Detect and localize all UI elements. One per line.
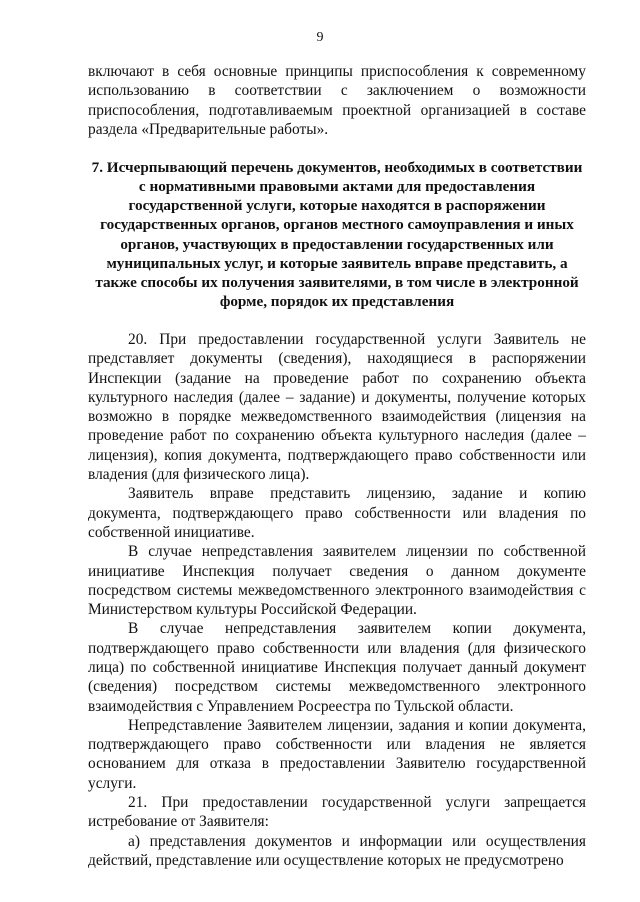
paragraph-non-refusal: Непредставление Заявителем лицензии, задания и копии документа, подтверждающего право собственности или владения не является основанием для отказа в предоставлении Заявителю государственной услуги. xyxy=(88,716,586,792)
paragraph-applicant-right: Заявитель вправе представить лицензию, задание и копию документа, подтверждающего право собственности или владения по собственной инициативе. xyxy=(88,485,586,541)
page-content xyxy=(88,62,586,870)
paragraph-21-a: а) представления документов и информации или осуществления действий, представление или осуществление которых не предусмотрено xyxy=(88,832,586,869)
paragraph-license-request: В случае непредставления заявителем лицензии по собственной инициативе Инспекция получает сведения о данном документе посредством системы межведомственного электронного взаимодействия с Министерством культуры Российской Федерации. xyxy=(88,543,586,619)
paragraph-21: 21. При предоставлении государственной услуги запрещается истребование от Заявителя: xyxy=(88,794,586,831)
page-number: 9 xyxy=(316,30,324,45)
section-heading: 7. Исчерпывающий перечень документов, необходимых в соответствии с нормативными правовыми актами для предоставления государственной услуги, которые находятся в распоряжении государственных органов, органов местного самоуправления и иных органов, участвующих в предоставлении государственных или муниципальных услуг, и которые заявитель вправе представить, а также способы их получения заявителями, в том числе в электронной форме, порядок их представления xyxy=(91,159,583,310)
paragraph-20: 20. При предоставлении государственной услуги Заявитель не представляет документы (сведения), находящиеся в распоряжении Инспекции (задание на проведение работ по сохранению объекта культурного наследия (далее – задание) и документы, получение которых возможно в порядке межведомственного взаимодействия (лицензия на проведение работ по сохранению объекта культурного наследия (далее – лицензия), копия документа, подтверждающего право собственности или владения (для физического лица). xyxy=(88,330,586,484)
intro-paragraph: включают в себя основные принципы приспособления к современному использованию в соответствии с заключением о возможности приспособления, подготавливаемым проектной организацией в составе раздела «Предварительные работы». xyxy=(88,63,586,138)
paragraph-ownership-request: В случае непредставления заявителем копии документа, подтверждающего право собственности или владения (для физического лица) по собственной инициативе Инспекция получает данный документ (сведения) посредством системы межведомственного электронного взаимодействия с Управлением Росреестра по Тульской области. xyxy=(88,620,586,715)
